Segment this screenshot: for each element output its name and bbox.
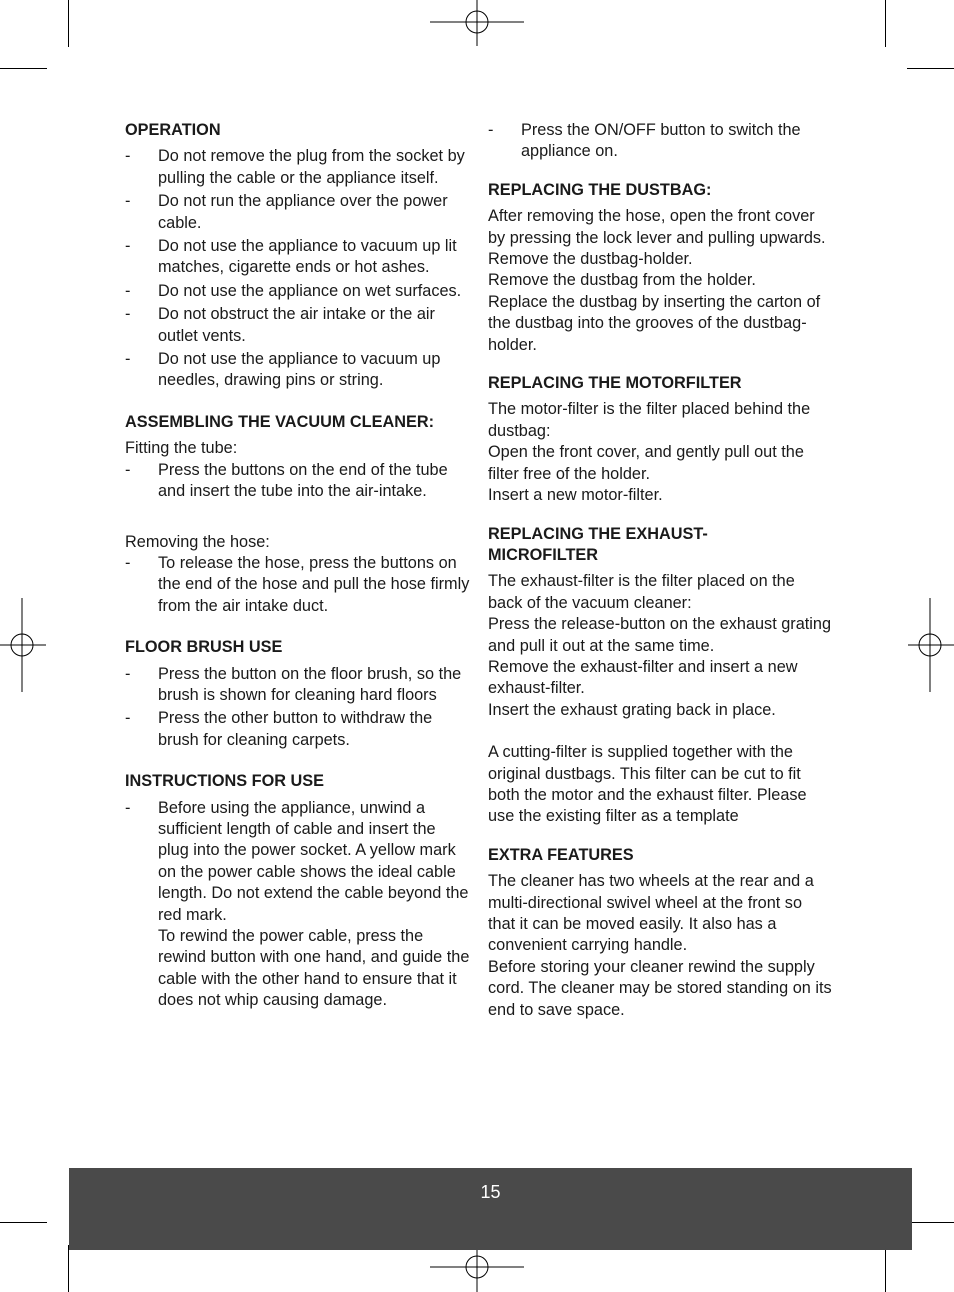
footer-bar (69, 1168, 912, 1250)
floor-brush-section (125, 637, 470, 751)
list-item-text: Press the button on the floor brush, so the brush is shown for cleaning hard floors (158, 664, 462, 704)
crop-mark (907, 1222, 954, 1223)
dash-bullet: - (125, 709, 131, 728)
list-item-text: Do not use the appliance on wet surfaces. (158, 281, 462, 300)
registration-mark-icon (430, 0, 524, 46)
crop-mark (885, 1245, 886, 1292)
spacer (488, 721, 833, 742)
dash-bullet: - (125, 305, 131, 324)
dash-bullet: - (125, 237, 131, 256)
dustbag-section (488, 180, 833, 356)
list-item (125, 798, 470, 1012)
paragraph-line: Press the release-button on the exhaust grating and pull it out at the same time. (488, 615, 832, 655)
list-item (125, 708, 470, 751)
list-item (125, 664, 470, 707)
motorfilter-section (488, 373, 833, 506)
list-item-text: Do not use the appliance to vacuum up needles, drawing pins or string. (158, 350, 441, 390)
crop-mark (885, 0, 886, 47)
paragraph-line: After removing the hose, open the front cover by pressing the lock lever and pulling upwards. (488, 207, 826, 247)
extra-features-section (488, 845, 833, 1021)
list-item (125, 304, 470, 347)
operation-heading: OPERATION (125, 121, 221, 139)
exhaust-heading-line: MICROFILTER (488, 545, 599, 564)
assembling-heading: ASSEMBLING THE VACUUM CLEANER: (125, 412, 435, 431)
list-item (125, 460, 470, 503)
paragraph-line: The exhaust-filter is the filter placed on the back of the vacuum cleaner: (488, 572, 795, 612)
left-column (125, 120, 470, 1029)
list-item (125, 191, 470, 234)
removing-list (125, 553, 470, 617)
dash-bullet: - (125, 192, 131, 211)
dash-bullet: - (125, 147, 131, 166)
right-column (488, 120, 833, 1038)
registration-mark-icon (430, 1245, 524, 1292)
removing-label: Removing the hose: (125, 532, 270, 551)
floor-brush-list (125, 664, 470, 752)
paragraph-line: Remove the dustbag-holder. (488, 250, 693, 269)
crop-mark (68, 0, 69, 47)
list-item (125, 553, 470, 617)
exhaust-heading-line: REPLACING THE EXHAUST- (488, 524, 708, 543)
switch-on-section (488, 120, 833, 163)
operation-section (125, 120, 470, 392)
fitting-label: Fitting the tube: (125, 439, 238, 458)
list-item-text: Do not run the appliance over the power cable. (158, 192, 448, 232)
crop-mark (907, 68, 954, 69)
paragraph-line: Open the front cover, and gently pull out the filter free of the holder. (488, 443, 804, 483)
list-item-text: Do not obstruct the air intake or the air outlet vents. (158, 305, 435, 345)
paragraph-line: Insert the exhaust grating back in place. (488, 700, 776, 719)
extra-features-heading: EXTRA FEATURES (488, 845, 634, 864)
instructions-heading: INSTRUCTIONS FOR USE (125, 772, 325, 791)
paragraph-line: Replace the dustbag by inserting the carton of the dustbag into the grooves of the dustbag-holder. (488, 292, 821, 354)
cutting-filter-note: A cutting-filter is supplied together with the original dustbags. This filter can be cut to fit both the motor and the exhaust filter. Please use the existing filter as a template (488, 743, 807, 826)
dash-bullet: - (488, 121, 494, 139)
paragraph-line: Remove the exhaust-filter and insert a new exhaust-filter. (488, 657, 798, 698)
list-item (125, 349, 470, 392)
list-item-text: Press the other button to withdraw the brush for cleaning carpets. (158, 709, 433, 749)
dash-bullet: - (125, 350, 131, 369)
spacer (125, 505, 470, 532)
page-number: 15 (480, 1182, 501, 1202)
list-item-text: Press the ON/OFF button to switch the appliance on. (521, 121, 801, 161)
list-item-text: Before using the appliance, unwind a sufficient length of cable and insert the plug into the power socket. A yellow mark on the power cable shows the ideal cable length. Do not extend the cable beyond the red mark. (158, 798, 469, 924)
registration-mark-icon (908, 598, 954, 692)
list-item (125, 236, 470, 279)
list-item (125, 281, 470, 302)
crop-mark (0, 68, 47, 69)
exhaust-section (488, 524, 833, 828)
list-item-text: Do not use the appliance to vacuum up lit matches, cigarette ends or hot ashes. (158, 237, 457, 277)
paragraph-line: Insert a new motor-filter. (488, 486, 663, 505)
paragraph-line: The motor-filter is the filter placed behind the dustbag: (488, 400, 811, 440)
dash-bullet: - (125, 798, 131, 817)
operation-list (125, 146, 470, 391)
paragraph-line: The cleaner has two wheels at the rear and a multi-directional swivel wheel at the front so that it can be moved easily. It also has a convenient carrying handle. (488, 872, 814, 955)
dash-bullet: - (125, 553, 131, 572)
floor-brush-heading: FLOOR BRUSH USE (125, 638, 283, 657)
dash-bullet: - (125, 281, 131, 300)
registration-mark-icon (0, 598, 46, 692)
assembling-section (125, 412, 470, 617)
list-item-text: To rewind the power cable, press the rewind button with one hand, and guide the cable with the other hand to ensure that it does not whip causing damage. (158, 927, 470, 1010)
dash-bullet: - (125, 664, 131, 683)
list-item (125, 146, 470, 189)
crop-mark (68, 1245, 69, 1292)
list-item-text: Press the buttons on the end of the tube and insert the tube into the air-intake. (158, 460, 448, 501)
switch-on-list (488, 120, 833, 163)
list-item (488, 120, 833, 163)
paragraph-line: Before storing your cleaner rewind the supply cord. The cleaner may be stored standing on its end to save space. (488, 957, 832, 1019)
crop-mark (0, 1222, 47, 1223)
fitting-list (125, 460, 470, 503)
exhaust-heading (488, 524, 833, 567)
list-item-text: To release the hose, press the buttons on the end of the hose and pull the hose firmly from the air intake duct. (158, 553, 470, 615)
instructions-section (125, 771, 470, 1011)
paragraph-line: Remove the dustbag from the holder. (488, 271, 756, 290)
motorfilter-heading: REPLACING THE MOTORFILTER (488, 374, 742, 393)
dustbag-heading: REPLACING THE DUSTBAG: (488, 180, 712, 199)
list-item-text: Do not remove the plug from the socket by pulling the cable or the appliance itself. (158, 147, 465, 187)
instructions-list (125, 798, 470, 1012)
dash-bullet: - (125, 460, 131, 479)
